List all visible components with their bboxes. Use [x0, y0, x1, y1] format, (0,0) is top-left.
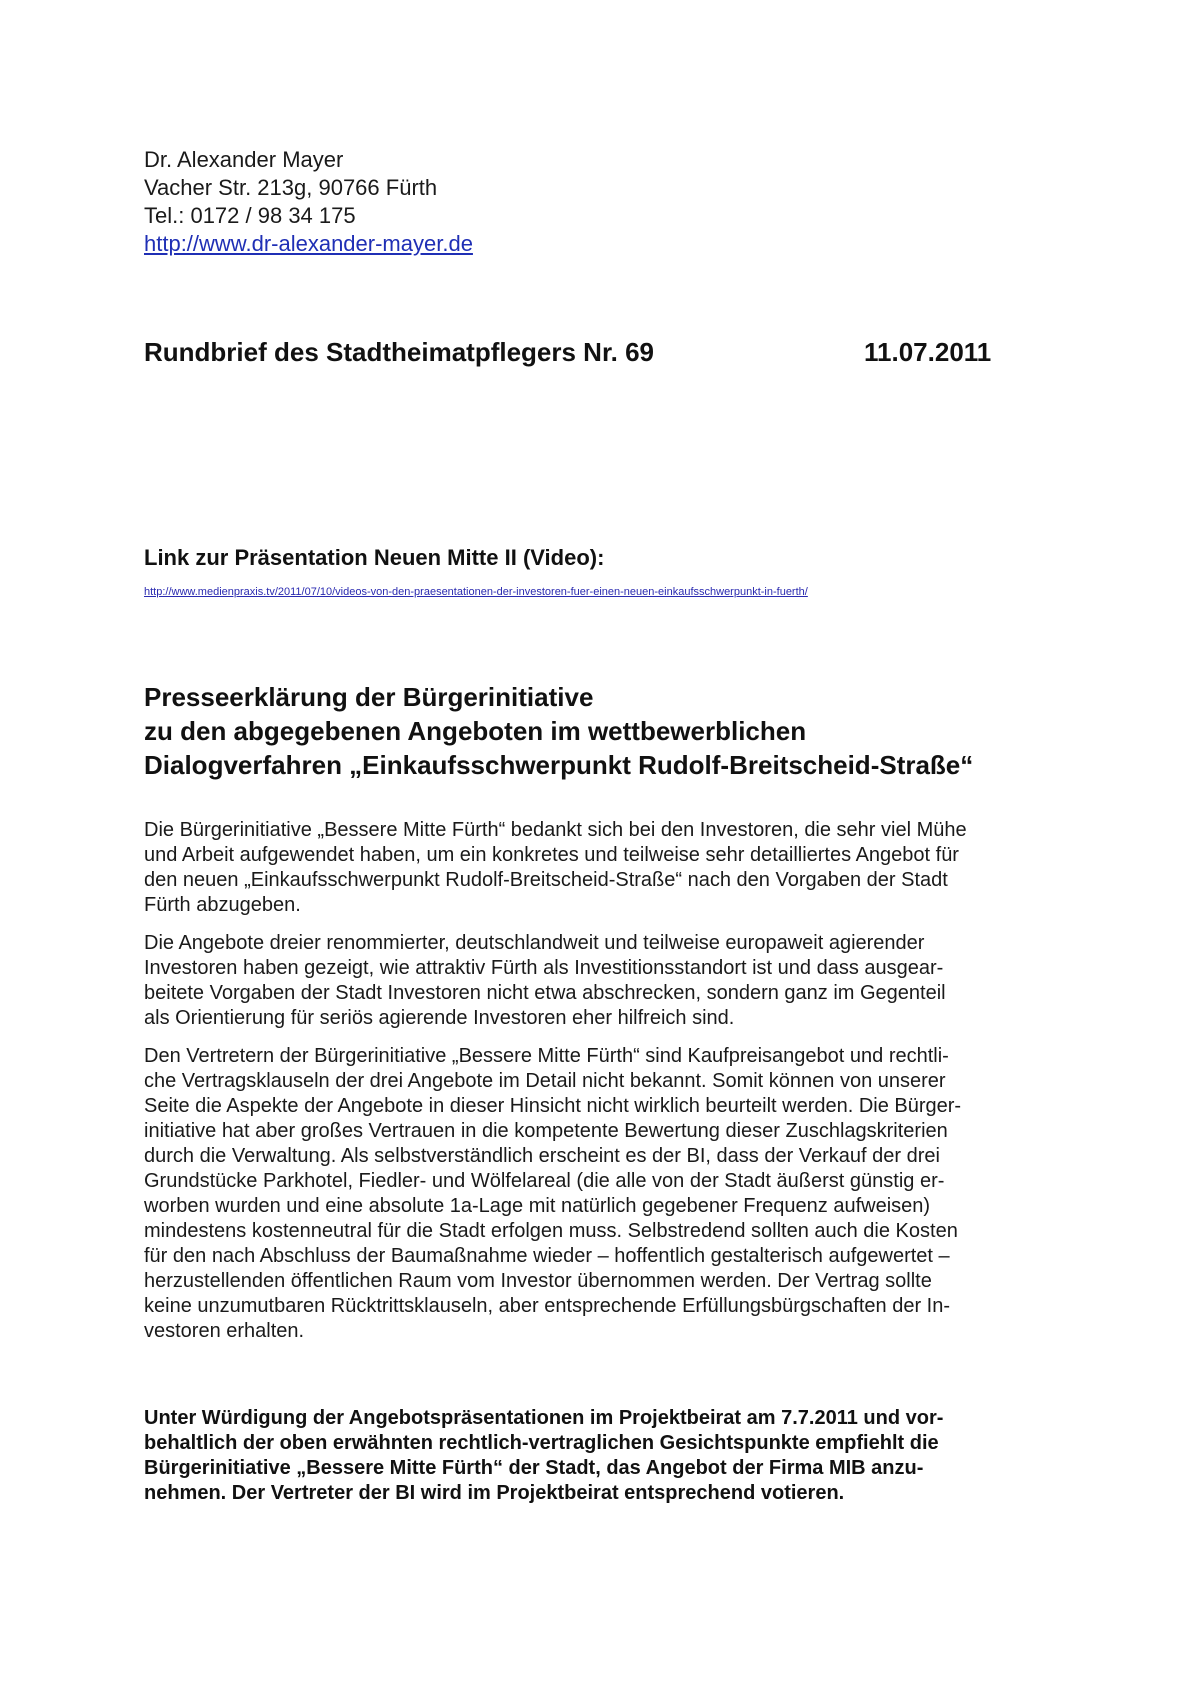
rundbrief-date: 11.07.2011 — [864, 337, 992, 367]
sender-address: Vacher Str. 213g, 90766 Fürth — [144, 175, 438, 200]
text-line: beitete Vorgaben der Stadt Investoren nicht etwa abschrecken, sondern ganz im Gegenteil — [144, 982, 946, 1004]
conclusion-block — [144, 1406, 1064, 1506]
text-line: Die Bürgerinitiative „Bessere Mitte Fürth“ bedankt sich bei den Investoren, die sehr viel Mühe — [144, 819, 967, 841]
paragraph-2 — [144, 931, 1064, 1031]
sender-block — [144, 146, 473, 258]
text-line: mindestens kostenneutral für die Stadt erfolgen muss. Selbstredend sollten auch die Kosten — [144, 1220, 958, 1242]
text-line: Fürth abzugeben. — [144, 894, 301, 916]
text-line: worben wurden und eine absolute 1a-Lage mit natürlich gegebener Frequenz aufweisen) — [144, 1195, 931, 1217]
text-line: keine unzumutbaren Rücktrittsklauseln, aber entsprechende Erfüllungsbürgschaften der In- — [144, 1295, 951, 1317]
video-link[interactable]: http://www.medienpraxis.tv/2011/07/10/videos-von-den-praesentationen-der-investoren-fuer-einen-neuen-einkaufsschwerpunkt-in-fuerth/ — [144, 586, 808, 598]
text-line: den neuen „Einkaufsschwerpunkt Rudolf-Breitscheid-Straße“ nach den Vorgaben der Stadt — [144, 869, 948, 891]
video-link-row — [144, 585, 808, 599]
video-link-heading: Link zur Präsentation Neuen Mitte II (Video): — [144, 545, 605, 570]
rundbrief-heading — [144, 336, 1004, 368]
text-line: initiative hat aber großes Vertrauen in die kompetente Bewertung dieser Zuschlagskriterien — [144, 1120, 948, 1142]
text-line: durch die Verwaltung. Als selbstverständlich erscheint es der BI, dass der Verkauf der drei — [144, 1145, 940, 1167]
text-line: Den Vertretern der Bürgerinitiative „Bessere Mitte Fürth“ sind Kaufpreisangebot und rechtli- — [144, 1045, 949, 1067]
conclusion-line: behaltlich der oben erwähnten rechtlich-vertraglichen Gesichtspunkte empfiehlt die — [144, 1432, 939, 1454]
text-line: Die Angebote dreier renommierter, deutschlandweit und teilweise europaweit agierender — [144, 932, 925, 954]
conclusion-line: Unter Würdigung der Angebotspräsentationen im Projektbeirat am 7.7.2011 und vor- — [144, 1407, 944, 1429]
sender-website-link[interactable]: http://www.dr-alexander-mayer.de — [144, 231, 473, 256]
sender-name: Dr. Alexander Mayer — [144, 147, 344, 172]
text-line: che Vertragsklauseln der drei Angebote im Detail nicht bekannt. Somit können von unserer — [144, 1070, 946, 1092]
text-line: Grundstücke Parkhotel, Fiedler- und Wölfelareal (die alle von der Stadt äußerst günstig er- — [144, 1170, 945, 1192]
press-title-line: zu den abgegebenen Angeboten im wettbewerblichen — [144, 716, 807, 746]
conclusion-line: nehmen. Der Vertreter der BI wird im Projektbeirat entsprechend votieren. — [144, 1482, 845, 1504]
rundbrief-title: Rundbrief des Stadtheimatpflegers Nr. 69 — [144, 337, 655, 367]
text-line: als Orientierung für seriös agierende Investoren eher hilfreich sind. — [144, 1007, 735, 1029]
paragraph-3 — [144, 1044, 1064, 1344]
paragraph-1 — [144, 818, 1064, 918]
press-title-line: Presseerklärung der Bürgerinitiative — [144, 682, 594, 712]
conclusion-line: Bürgerinitiative „Bessere Mitte Fürth“ der Stadt, das Angebot der Firma MIB anzu- — [144, 1457, 924, 1479]
text-line: Seite die Aspekte der Angebote in dieser Hinsicht nicht wirklich beurteilt werden. Die Bürger- — [144, 1095, 962, 1117]
text-line: vestoren erhalten. — [144, 1320, 305, 1342]
press-release-body — [144, 818, 1064, 1357]
text-line: herzustellenden öffentlichen Raum vom Investor übernommen werden. Der Vertrag sollte — [144, 1270, 932, 1292]
text-line: für den nach Abschluss der Baumaßnahme wieder – hoffentlich gestalterisch aufgewertet – — [144, 1245, 950, 1267]
text-line: und Arbeit aufgewendet haben, um ein konkretes und teilweise sehr detailliertes Angebot für — [144, 844, 959, 866]
text-line: Investoren haben gezeigt, wie attraktiv Fürth als Investitionsstandort ist und dass ausgear- — [144, 957, 944, 979]
press-title-line: Dialogverfahren „Einkaufsschwerpunkt Rudolf-Breitscheid-Straße“ — [144, 750, 974, 780]
press-release-title — [144, 680, 1064, 782]
sender-phone: Tel.: 0172 / 98 34 175 — [144, 203, 356, 228]
